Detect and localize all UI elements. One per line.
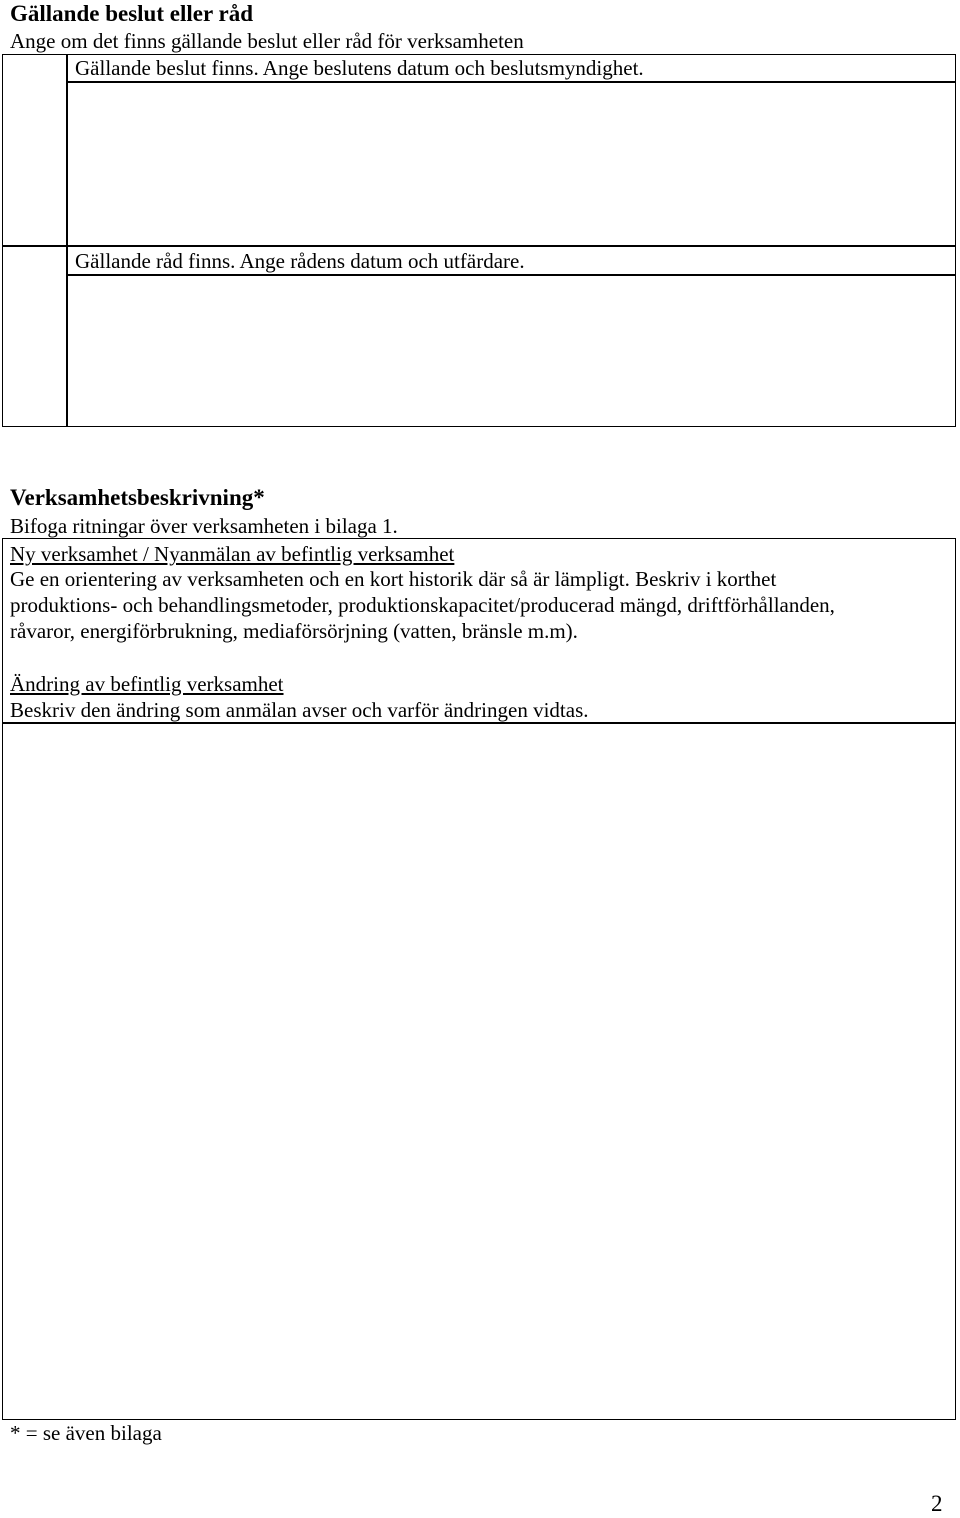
new-activity-heading: Ny verksamhet / Nyanmälan av befintlig verksamhet bbox=[10, 542, 455, 566]
description-text-field[interactable] bbox=[4, 724, 954, 1418]
new-activity-text-line2: produktions- och behandlingsmetoder, produktionskapacitet/producerad mängd, driftförhållanden, bbox=[10, 593, 835, 617]
section-title-description: Verksamhetsbeskrivning* bbox=[10, 485, 265, 510]
new-activity-text-line1: Ge en orientering av verksamheten och en kort historik där så är lämpligt. Beskriv i korthet bbox=[10, 567, 777, 591]
section-subtitle-description: Bifoga ritningar över verksamheten i bilaga 1. bbox=[10, 514, 398, 538]
new-activity-text-line3: råvaror, energiförbrukning, mediaförsörjning (vatten, bränsle m.m). bbox=[10, 619, 578, 643]
decision-exists-label: Gällande beslut finns. Ange beslutens datum och beslutsmyndighet. bbox=[75, 56, 644, 80]
page-number: 2 bbox=[931, 1491, 943, 1516]
advice-exists-checkbox[interactable] bbox=[4, 247, 66, 425]
advice-exists-label: Gällande råd finns. Ange rådens datum och utfärdare. bbox=[75, 249, 525, 273]
change-activity-heading: Ändring av befintlig verksamhet bbox=[10, 672, 284, 696]
decisions-row-separator bbox=[2, 245, 956, 247]
change-activity-text: Beskriv den ändring som anmälan avser och varför ändringen vidtas. bbox=[10, 698, 589, 722]
section-title-decisions: Gällande beslut eller råd bbox=[10, 1, 253, 26]
decision-details-field[interactable] bbox=[68, 83, 954, 244]
decision-exists-checkbox[interactable] bbox=[4, 56, 66, 245]
footnote: * = se även bilaga bbox=[10, 1421, 162, 1445]
section-subtitle-decisions: Ange om det finns gällande beslut eller råd för verksamheten bbox=[10, 29, 524, 53]
advice-details-field[interactable] bbox=[68, 276, 954, 425]
